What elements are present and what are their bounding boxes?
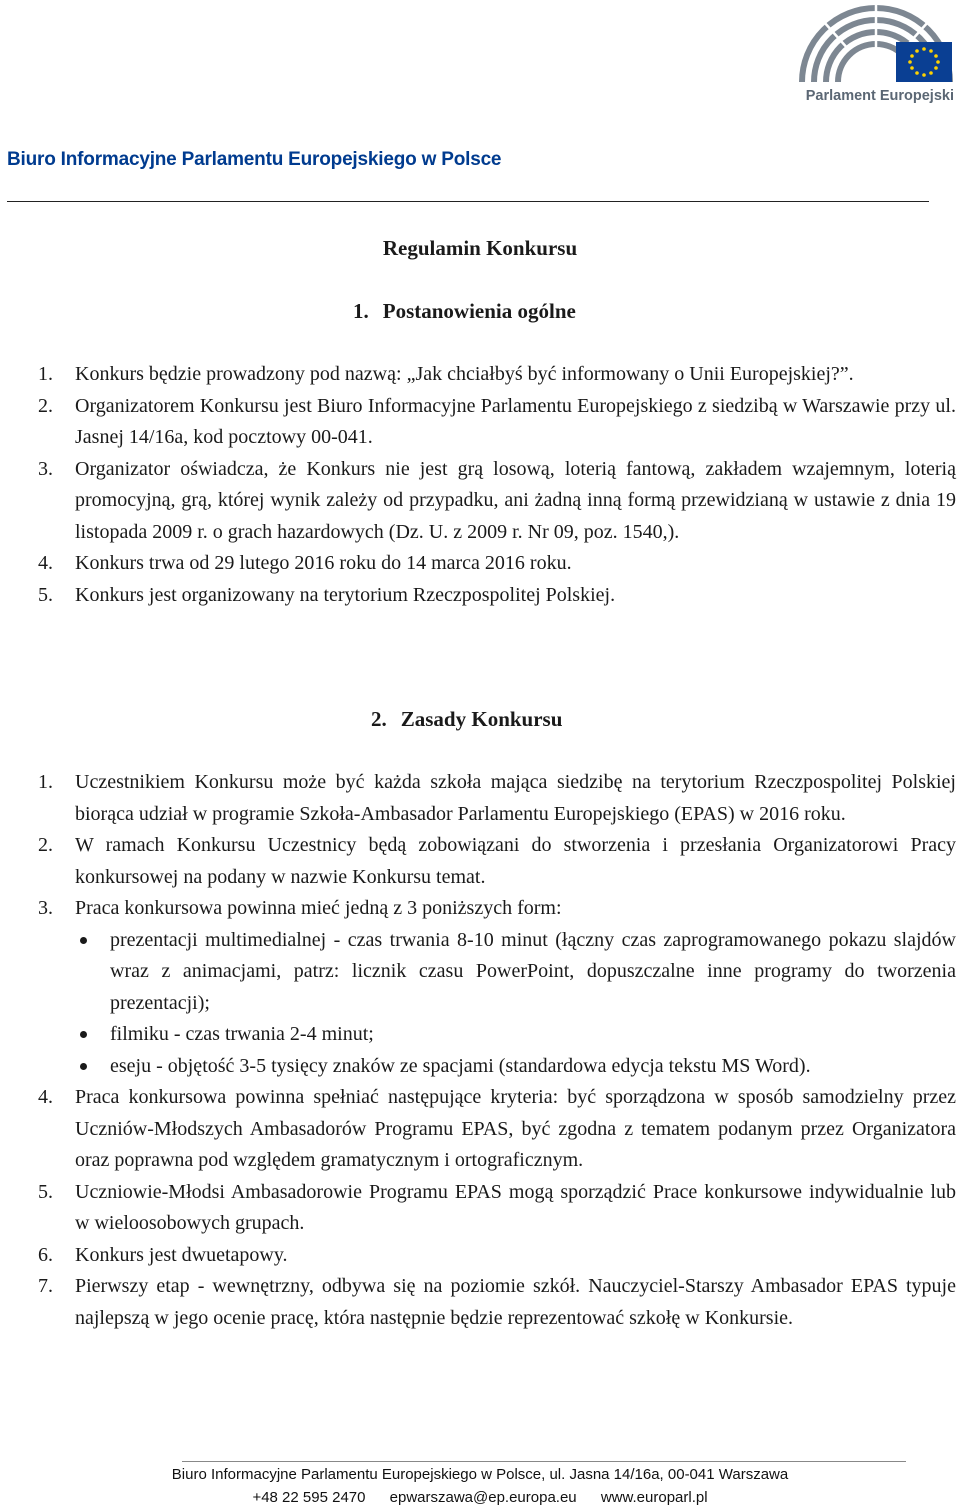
item-text: Uczestnikiem Konkursu może być każda szkoła mająca siedzibę na terytorium Rzeczpospolitej Polskiej biorąca udział w programie Szkoła-Ambasador Parlamentu Europejskiego (EPAS) w 2016 roku.: [75, 771, 956, 825]
item-number: 2.: [38, 394, 53, 417]
form-text: filmiku - czas trwania 2-4 minut;: [110, 1023, 374, 1045]
section-2-list: [38, 767, 956, 1334]
item-text: Organizatorem Konkursu jest Biuro Informacyjne Parlamentu Europejskiego z siedzibą w Warszawie przy ul. Jasnej 14/16a, kod pocztowy 00-041.: [75, 394, 956, 448]
list-item: [38, 359, 956, 391]
header-divider: [7, 201, 929, 202]
bullet-icon: [80, 1031, 87, 1038]
section-1-list: [38, 359, 956, 611]
item-text: Pierwszy etap - wewnętrzny, odbywa się na poziomie szkół. Nauczyciel-Starszy Ambasador EPAS typuje najlepszą w jego ocenie pracę, która następnie będzie reprezentować szkołę w Konkursie.: [75, 1275, 956, 1329]
item-number: 6.: [38, 1243, 53, 1266]
item-text: Konkurs jest dwuetapowy.: [75, 1243, 288, 1266]
section-2-number: 2.: [371, 707, 387, 731]
section-2-title: Zasady Konkursu: [400, 707, 563, 731]
section-1-number: 1.: [353, 299, 369, 323]
item-number: 4.: [38, 552, 53, 574]
item-number: 7.: [38, 1275, 53, 1297]
item-number: 5.: [38, 583, 53, 606]
item-number: 1.: [38, 363, 53, 385]
list-item: [38, 1177, 956, 1240]
list-item: [38, 1240, 956, 1272]
list-item: [38, 391, 956, 454]
item-text: W ramach Konkursu Uczestnicy będą zobowiązani do stworzenia i przesłania Organizatorowi Pracy konkursowej na podany w nazwie Konkursu temat.: [75, 834, 956, 888]
form-text: eseju - objętość 3-5 tysięcy znaków ze spacjami (standardowa edycja tekstu MS Word).: [110, 1054, 811, 1077]
forms-list: [75, 925, 956, 1083]
list-item: [38, 580, 956, 612]
list-item: [38, 767, 956, 830]
section-1-heading: [353, 299, 576, 324]
item-text: Konkurs będzie prowadzony pod nazwą: „Jak chciałbyś być informowany o Unii Europejskiej?”.: [75, 363, 854, 385]
item-text: Konkurs jest organizowany na terytorium Rzeczpospolitej Polskiej.: [75, 583, 616, 606]
footer-divider: [182, 1461, 906, 1462]
logo-text: Parlament Europejski: [805, 88, 954, 104]
form-item: [75, 925, 956, 1020]
footer-email[interactable]: epwarszawa@ep.europa.eu: [389, 1489, 577, 1506]
section-1-title: Postanowienia ogólne: [382, 299, 576, 323]
footer-phone: +48 22 595 2470: [252, 1489, 366, 1506]
item-text: Praca konkursowa powinna mieć jedną z 3 poniższych form:: [75, 897, 562, 919]
list-item: [38, 1082, 956, 1177]
footer-contact: [0, 1489, 960, 1506]
bullet-icon: [80, 1063, 87, 1070]
document-title: Regulamin Konkursu: [382, 236, 578, 260]
header-title: Biuro Informacyjne Parlamentu Europejskiego w Polsce: [7, 149, 502, 170]
item-number: 3.: [38, 897, 53, 919]
item-number: 1.: [38, 771, 53, 793]
item-text: Konkurs trwa od 29 lutego 2016 roku do 14 marca 2016 roku.: [75, 552, 572, 574]
parliament-logo: [794, 0, 956, 112]
item-number: 4.: [38, 1086, 53, 1108]
item-number: 5.: [38, 1180, 53, 1203]
item-text: Uczniowie-Młodsi Ambasadorowie Programu EPAS mogą sporządzić Prace konkursowe indywidualnie lub w wieloosobowych grupach.: [75, 1180, 956, 1234]
list-item: [38, 454, 956, 549]
section-2-heading: [371, 707, 562, 732]
form-item: [75, 1019, 956, 1051]
item-text: Organizator oświadcza, że Konkurs nie jest grą losową, loterią fantową, zakładem wzajemnym, loterią promocyjną, grą, której wynik zależy od przypadku, ani żadną inną formą przewidzianą w ustawie z dnia 19 listopada 2009 r. o grach hazardowych (Dz. U. z 2009 r. Nr 09, poz. 1540,).: [75, 457, 956, 543]
footer-address: Biuro Informacyjne Parlamentu Europejskiego w Polsce, ul. Jasna 14/16a, 00-041 Warszawa: [171, 1466, 789, 1483]
form-text: prezentacji multimedialnej - czas trwania 8-10 minut (łączny czas zaprogramowanego pokazu slajdów wraz z animacjami, patrz: licznik czasu PowerPoint, dopuszczalne inne programy do tworzenia prezentacji);: [110, 928, 956, 1014]
bullet-icon: [80, 937, 87, 944]
parliament-emblem-icon: [794, 0, 956, 92]
list-item: [38, 893, 956, 1082]
list-item: [38, 830, 956, 893]
item-number: 2.: [38, 834, 53, 856]
list-item: [38, 548, 956, 580]
footer-website[interactable]: www.europarl.pl: [600, 1489, 708, 1506]
item-text: Praca konkursowa powinna spełniać następujące kryteria: być sporządzona w sposób samodzielny przez Uczniów-Młodszych Ambasadorów Programu EPAS, być zgodna z tematem podanym przez Organizatora oraz poprawna pod względem gramatycznym i ortograficznym.: [75, 1086, 956, 1171]
form-item: [75, 1051, 956, 1083]
list-item: [38, 1271, 956, 1334]
item-number: 3.: [38, 457, 53, 480]
